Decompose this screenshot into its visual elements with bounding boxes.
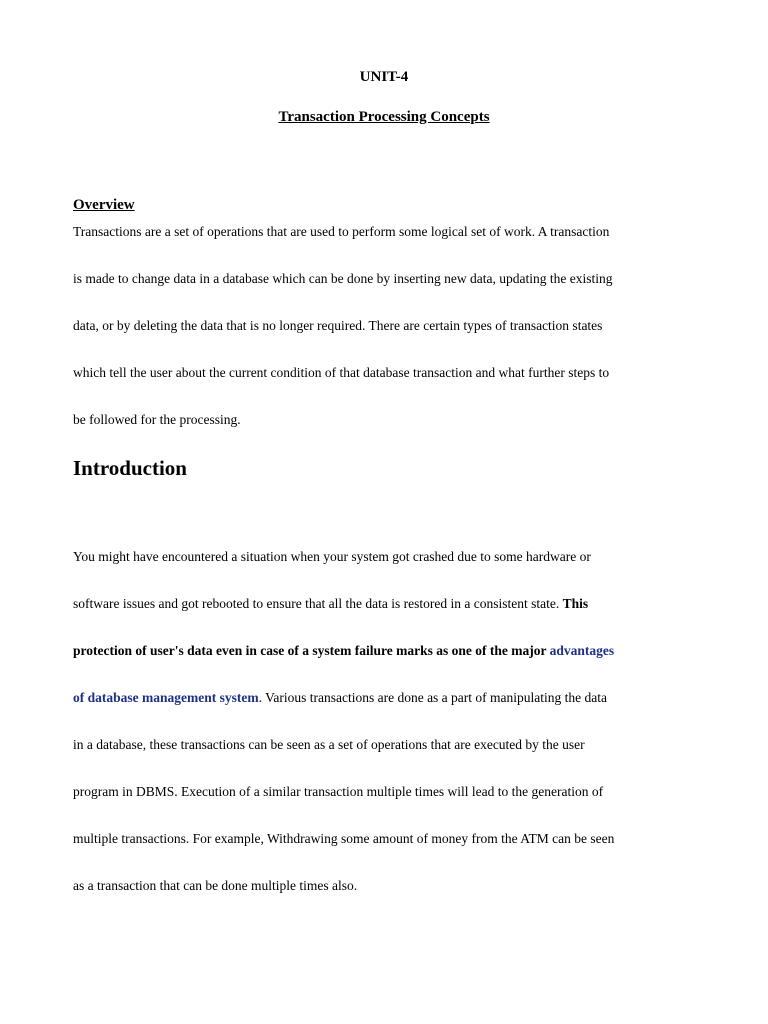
dbms-advantages-link[interactable]: advantages: [549, 643, 615, 658]
intro-line: [73, 674, 698, 721]
dbms-advantages-link-continued[interactable]: of database management system: [73, 690, 259, 705]
intro-line: in a database, these transactions can be seen as a set of operations that are executed by the user: [73, 737, 585, 752]
overview-line: data, or by deleting the data that is no longer required. There are certain types of transaction states: [73, 318, 603, 333]
introduction-heading: Introduction: [73, 456, 187, 480]
overview-paragraph: [73, 208, 698, 443]
intro-line: multiple transactions. For example, Withdrawing some amount of money from the ATM can be seen: [73, 831, 615, 846]
overview-line: which tell the user about the current condition of that database transaction and what further steps to: [73, 365, 610, 380]
intro-line: as a transaction that can be done multiple times also.: [73, 878, 358, 893]
overview-line: be followed for the processing.: [73, 412, 241, 427]
intro-text: . Various transactions are done as a part of manipulating the data: [258, 690, 607, 705]
intro-bold-text: protection of user's data even in case of a system failure marks as one of the major: [73, 643, 550, 658]
overview-line: is made to change data in a database which can be done by inserting new data, updating the existing: [73, 271, 613, 286]
intro-line: [73, 580, 698, 627]
overview-heading: Overview: [73, 197, 135, 213]
overview-line: Transactions are a set of operations that are used to perform some logical set of work. A transaction: [73, 224, 610, 239]
document-title: Transaction Processing Concepts: [278, 109, 490, 125]
intro-line: [73, 627, 698, 674]
intro-line: You might have encountered a situation when your system got crashed due to some hardware or: [73, 549, 591, 564]
intro-text: software issues and got rebooted to ensure that all the data is restored in a consistent state.: [73, 596, 563, 611]
intro-bold-text: This: [562, 596, 589, 611]
unit-label: UNIT-4: [359, 69, 409, 85]
intro-line: program in DBMS. Execution of a similar transaction multiple times will lead to the generation of: [73, 784, 604, 799]
introduction-paragraph: [73, 533, 698, 909]
